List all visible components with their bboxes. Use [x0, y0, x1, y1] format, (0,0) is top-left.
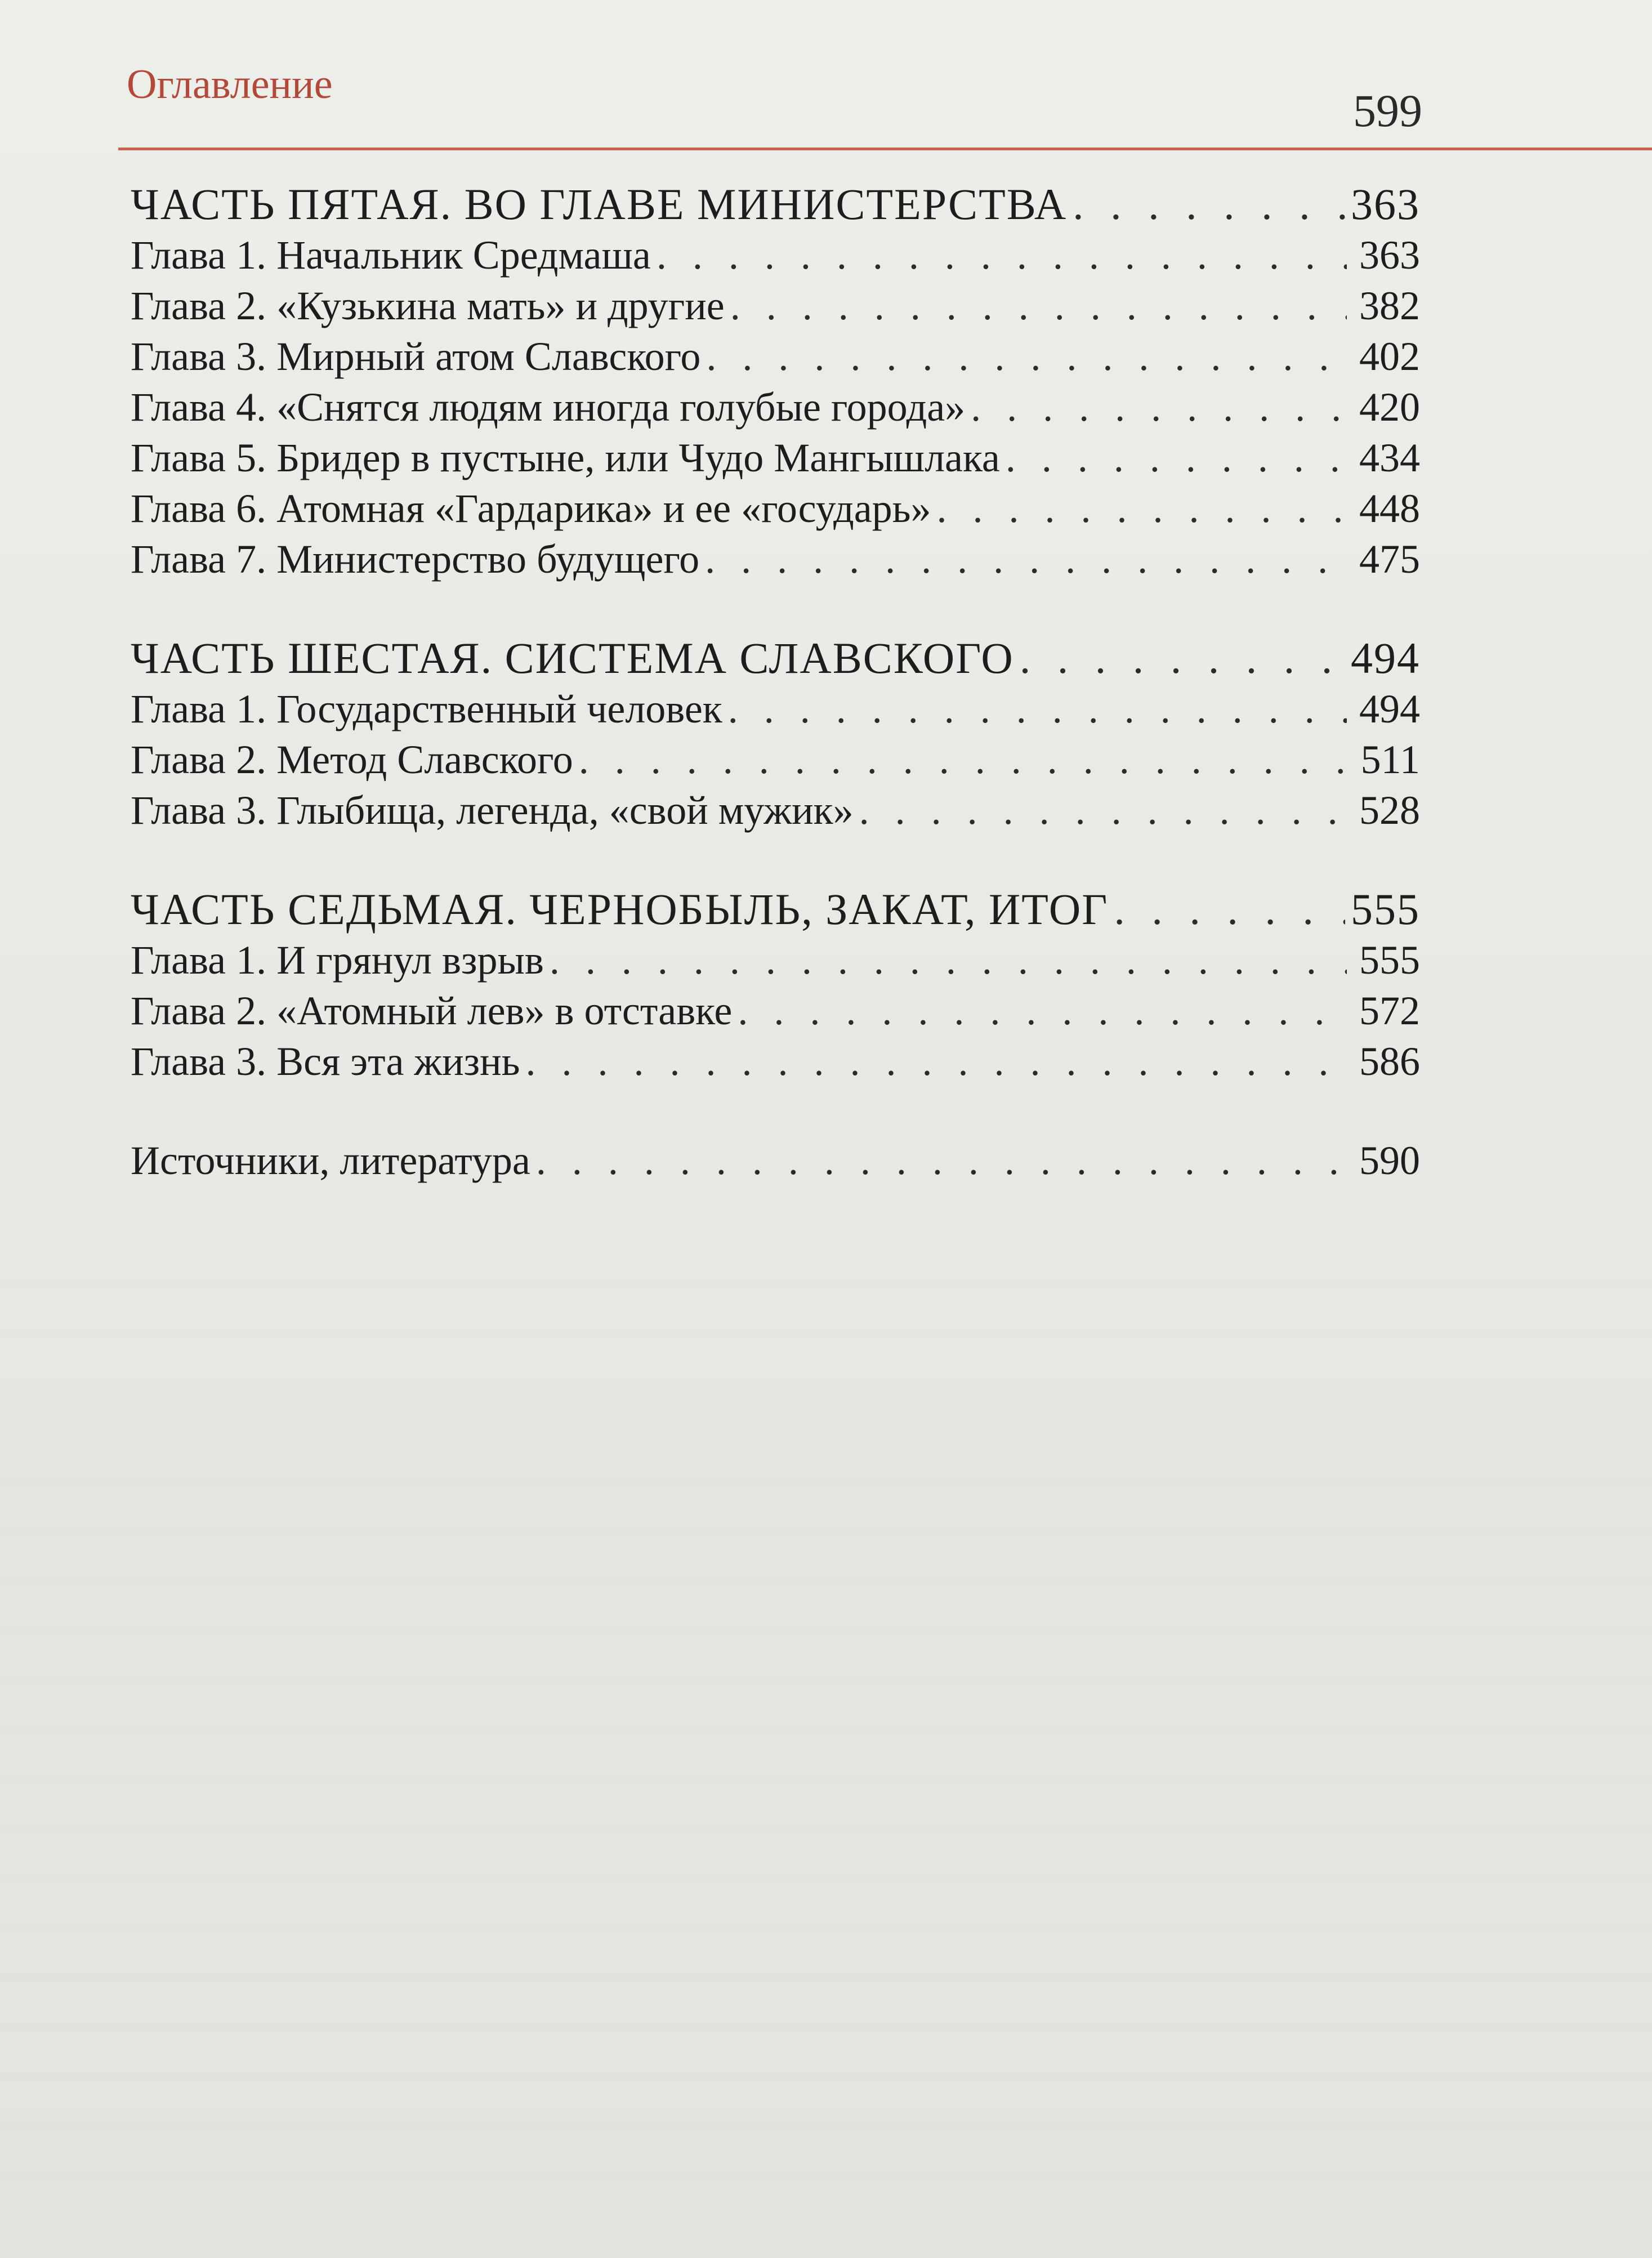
toc-chapter[interactable]: [131, 734, 1420, 785]
part-title: ЧАСТЬ ШЕСТАЯ. СИСТЕМА СЛАВСКОГО: [131, 633, 1014, 682]
chapter-title: Глава 3. Вся эта жизнь: [131, 1039, 520, 1084]
chapter-title: Глава 2. Метод Славского: [131, 737, 573, 782]
chapter-page: 448: [1359, 486, 1420, 531]
toc-chapter[interactable]: [131, 331, 1420, 382]
toc-chapter[interactable]: [131, 785, 1420, 836]
chapter-page: 382: [1359, 283, 1420, 328]
chapter-title: Глава 5. Бридер в пустыне, или Чудо Мангышлака: [131, 435, 1000, 480]
show-through-texture: [0, 1239, 1652, 2196]
toc-chapter[interactable]: [131, 935, 1420, 985]
leader-dots: [657, 230, 1347, 280]
leader-dots: [579, 734, 1347, 785]
part-page: 494: [1351, 633, 1420, 682]
chapter-page: 434: [1359, 435, 1420, 480]
table-of-contents: [131, 179, 1420, 1186]
header-rule: [118, 148, 1652, 150]
chapter-title: Глава 3. Глыбища, легенда, «свой мужик»: [131, 788, 854, 833]
leader-dots: [706, 331, 1347, 382]
leader-dots: [526, 1036, 1347, 1087]
chapter-page: 402: [1359, 334, 1420, 379]
toc-part-heading[interactable]: [131, 884, 1420, 935]
leader-dots: [971, 382, 1347, 432]
toc-sources: [131, 1135, 1420, 1186]
chapter-title: Глава 4. «Снятся людям иногда голубые города»: [131, 385, 966, 430]
leader-dots: [1073, 179, 1345, 230]
toc-chapter[interactable]: [131, 483, 1420, 534]
toc-part-5: [131, 179, 1420, 584]
chapter-title: Глава 2. «Атомный лев» в отставке: [131, 988, 733, 1033]
leader-dots: [730, 280, 1347, 331]
chapter-title: Глава 1. И грянул взрыв: [131, 938, 544, 983]
running-title: Оглавление: [127, 61, 333, 108]
leader-dots: [536, 1135, 1347, 1186]
toc-chapter[interactable]: [131, 534, 1420, 584]
toc-part-heading[interactable]: [131, 633, 1420, 684]
chapter-title: Глава 2. «Кузькина мать» и другие: [131, 283, 725, 328]
part-title: ЧАСТЬ СЕДЬМАЯ. ЧЕРНОБЫЛЬ, ЗАКАТ, ИТОГ: [131, 885, 1109, 934]
chapter-page: 511: [1360, 737, 1420, 782]
chapter-title: Глава 7. Министерство будущего: [131, 537, 700, 582]
chapter-title: Глава 1. Государственный человек: [131, 686, 722, 731]
chapter-page: 528: [1359, 788, 1420, 833]
chapter-title: Глава 1. Начальник Средмаша: [131, 233, 651, 278]
leader-dots: [550, 935, 1347, 985]
chapter-title: Глава 6. Атомная «Гардарика» и ее «государь»: [131, 486, 931, 531]
sources-page: 590: [1359, 1138, 1420, 1183]
chapter-page: 475: [1359, 537, 1420, 582]
toc-chapter[interactable]: [131, 432, 1420, 483]
leader-dots: [705, 534, 1347, 584]
chapter-page: 586: [1359, 1039, 1420, 1084]
chapter-page: 572: [1359, 988, 1420, 1033]
sources-title: Источники, литература: [131, 1138, 530, 1183]
toc-chapter[interactable]: [131, 1036, 1420, 1087]
page-number: 599: [1353, 85, 1422, 136]
part-page: 555: [1351, 885, 1420, 934]
part-title: ЧАСТЬ ПЯТАЯ. ВО ГЛАВЕ МИНИСТЕРСТВА: [131, 180, 1068, 229]
chapter-page: 363: [1359, 233, 1420, 278]
chapter-page: 494: [1359, 686, 1420, 731]
part-page: 363: [1351, 180, 1420, 229]
leader-dots: [1020, 633, 1345, 684]
toc-chapter[interactable]: [131, 230, 1420, 280]
chapter-page: 420: [1359, 385, 1420, 430]
toc-part-6: [131, 633, 1420, 836]
toc-chapter[interactable]: [131, 985, 1420, 1036]
leader-dots: [738, 985, 1347, 1036]
toc-chapter[interactable]: [131, 684, 1420, 734]
leader-dots: [859, 785, 1347, 836]
chapter-title: Глава 3. Мирный атом Славского: [131, 334, 701, 379]
leader-dots: [1114, 884, 1345, 935]
leader-dots: [728, 684, 1347, 734]
toc-sources-entry[interactable]: [131, 1135, 1420, 1186]
chapter-page: 555: [1359, 938, 1420, 983]
toc-part-heading[interactable]: [131, 179, 1420, 230]
leader-dots: [937, 483, 1347, 534]
toc-part-7: [131, 884, 1420, 1087]
leader-dots: [1006, 432, 1347, 483]
toc-chapter[interactable]: [131, 280, 1420, 331]
toc-chapter[interactable]: [131, 382, 1420, 432]
